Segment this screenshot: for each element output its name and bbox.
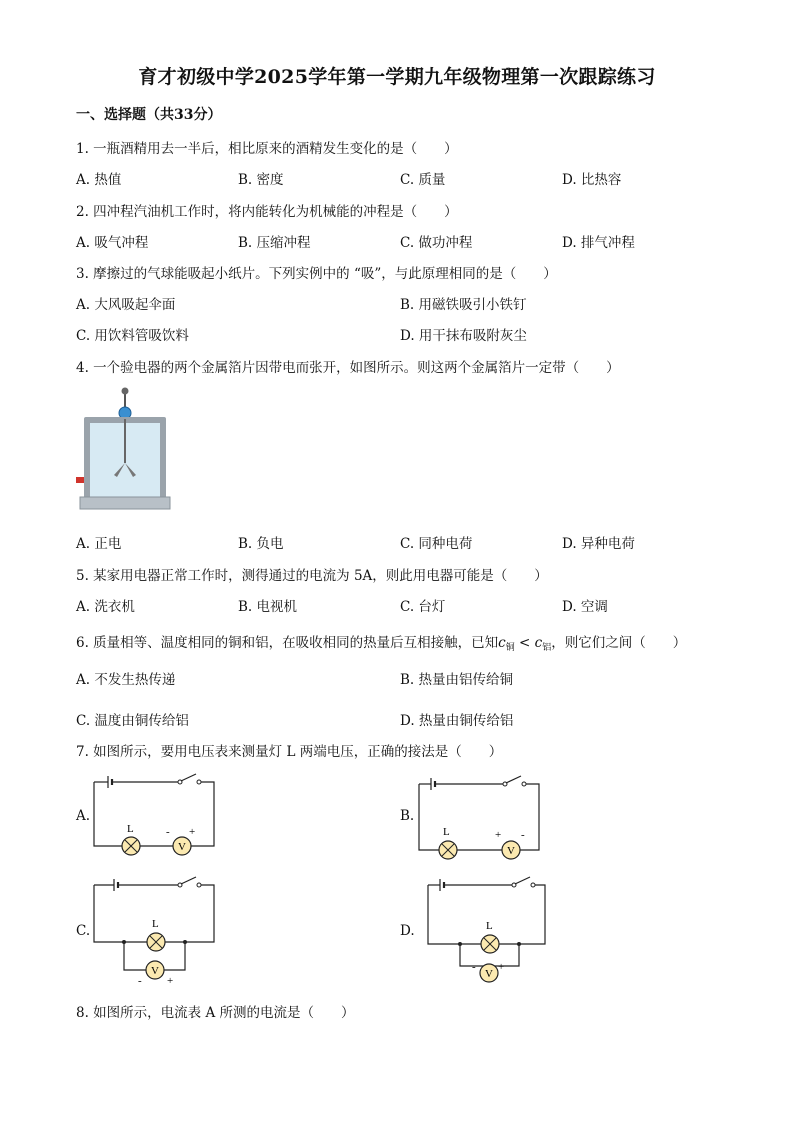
lamp-label: L [152,918,159,930]
q2-option-d[interactable]: D. 排气冲程 [562,235,635,251]
q2-option-c[interactable]: C. 做功冲程 [400,235,473,251]
question-3-stem: 3. 摩擦过的气球能吸起小纸片。下列实例中的 “吸”，与此原理相同的是（ ） [76,266,557,282]
q7-option-a[interactable]: A. [76,808,91,824]
c-symbol-al: c [534,635,543,651]
less-than-sign: < [514,635,535,651]
subscript-cu: 铜 [505,643,515,653]
subscript-al: 铝 [542,643,552,653]
switch-icon [181,877,196,884]
electroscope-figure [76,385,176,520]
q4-option-a[interactable]: A. 正电 [76,536,122,552]
terminal-minus: - [521,829,525,841]
question-8-stem: 8. 如图所示，电流表 A 所测的电流是（ ） [76,1005,355,1021]
q2-option-b[interactable]: B. 压缩冲程 [238,235,311,251]
q5-option-d[interactable]: D. 空调 [562,599,608,615]
q6-option-a[interactable]: A. 不发生热传递 [76,672,176,688]
q2-option-a[interactable]: A. 吸气冲程 [76,235,149,251]
q5-option-c[interactable]: C. 台灯 [400,599,446,615]
q3-option-d[interactable]: D. 用干抹布吸附灰尘 [400,328,527,344]
q4-option-b[interactable]: B. 负电 [238,536,284,552]
question-6-stem [76,631,686,653]
circuit-diagram-a [94,774,219,854]
q7-option-d[interactable]: D. [400,923,415,939]
q5-option-a[interactable]: A. 洗衣机 [76,599,135,615]
voltmeter-label: V [151,965,159,977]
q6-option-d[interactable]: D. 热量由铜传给铝 [400,713,514,729]
q1-option-c[interactable]: C. 质量 [400,172,446,188]
circuit-diagram-d [428,877,553,987]
lamp-label: L [127,823,134,835]
question-1-stem: 1. 一瓶酒精用去一半后，相比原来的酒精发生变化的是（ ） [76,141,458,157]
q6-stem-pre: 6. 质量相等、温度相同的铜和铝，在吸收相同的热量后互相接触，已知 [76,635,499,651]
q5-option-b[interactable]: B. 电视机 [238,599,298,615]
question-2-stem: 2. 四冲程汽油机工作时，将内能转化为机械能的冲程是（ ） [76,204,458,220]
lamp-label: L [486,920,493,932]
terminal-plus: + [189,826,196,838]
terminal-plus: + [498,961,505,973]
terminal-minus: - [166,826,170,838]
q1-option-d[interactable]: D. 比热容 [562,172,622,188]
q6-option-c[interactable]: C. 温度由铜传给铝 [76,713,189,729]
page-title: 育才初级中学2025学年第一学期九年级物理第一次跟踪练习 [138,66,656,88]
q6-stem-post: ，则它们之间（ ） [551,635,687,651]
question-4-stem: 4. 一个验电器的两个金属箔片因带电而张开，如图所示。则这两个金属箔片一定带（ ） [76,360,620,376]
c-symbol-cu: c [498,635,506,651]
q3-option-c[interactable]: C. 用饮料管吸饮料 [76,328,189,344]
voltmeter-label: V [485,968,493,980]
terminal-minus: - [472,961,476,973]
voltmeter-label: V [507,845,515,857]
switch-icon [506,776,521,783]
switch-icon [515,877,530,884]
q6-option-b[interactable]: B. 热量由铝传给铜 [400,672,514,688]
q3-option-a[interactable]: A. 大风吸起伞面 [76,297,176,313]
question-7-stem: 7. 如图所示，要用电压表来测量灯 L 两端电压，正确的接法是（ ） [76,744,503,760]
q4-option-d[interactable]: D. 异种电荷 [562,536,635,552]
q7-option-c[interactable]: C. [76,923,91,939]
circuit-diagram-c [94,877,219,987]
q4-option-c[interactable]: C. 同种电荷 [400,536,473,552]
q1-option-a[interactable]: A. 热值 [76,172,122,188]
circuit-diagram-b [419,776,544,856]
q1-option-b[interactable]: B. 密度 [238,172,284,188]
question-5-stem: 5. 某家用电器正常工作时，测得通过的电流为 5A，则此用电器可能是（ ） [76,568,548,584]
voltmeter-label: V [178,841,186,853]
terminal-plus: + [495,829,502,841]
lamp-label: L [443,826,450,838]
q3-option-b[interactable]: B. 用磁铁吸引小铁钉 [400,297,527,313]
section-heading: 一、选择题（共33分） [76,107,222,123]
terminal-plus: + [167,975,174,987]
switch-icon [181,774,196,781]
terminal-minus: - [138,975,142,987]
q7-option-b[interactable]: B. [400,808,415,824]
